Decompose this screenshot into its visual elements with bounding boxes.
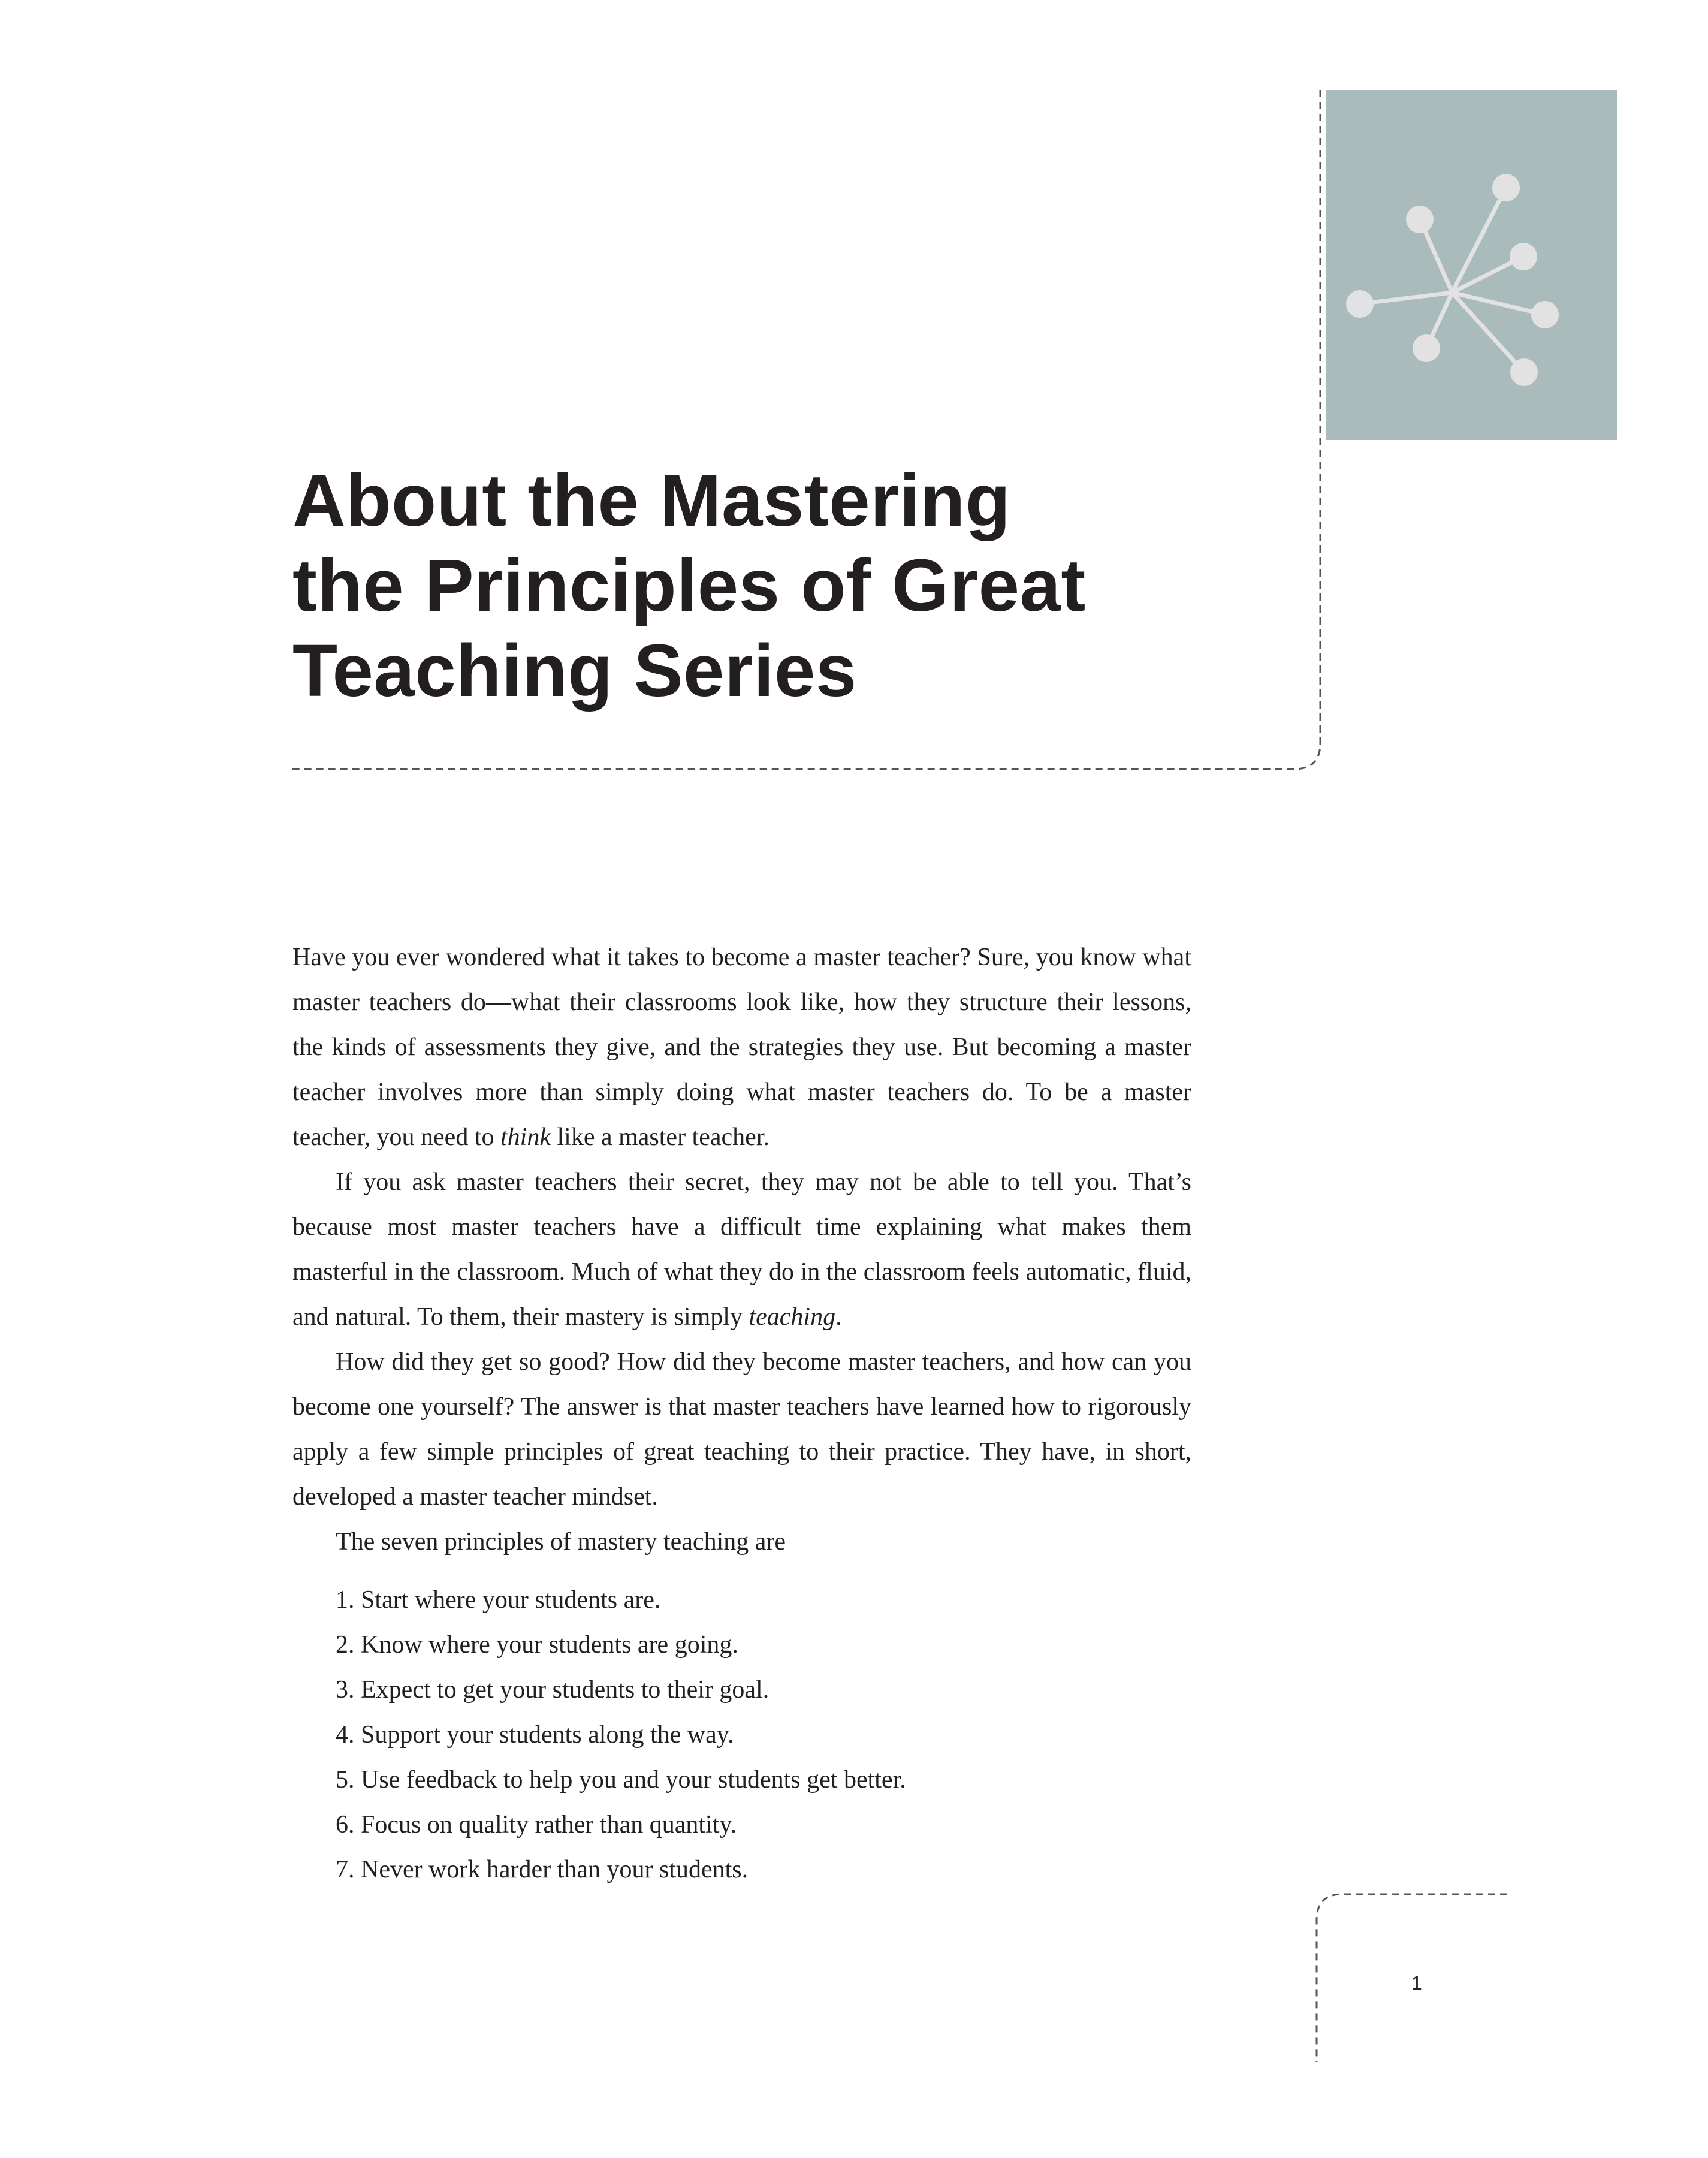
emphasis-text: think: [500, 1123, 551, 1151]
list-item: 4. Support your students along the way.: [336, 1721, 734, 1749]
paragraph-text: like a master teacher.: [550, 1123, 769, 1151]
molecule-icon: [1326, 90, 1617, 440]
title-line: About the Mastering: [292, 460, 1011, 542]
corner-decoration: [1326, 90, 1617, 440]
paragraph-text: .: [835, 1303, 842, 1331]
paragraph: [292, 1160, 1191, 1340]
paragraph: How did they get so good? How did they become master teachers, and how can you become one yourself? The answer is that master teachers have learned how to rigorously apply a few simple principles of great teaching to their practice. They have, in short, developed a master teacher mindset.: [292, 1348, 1191, 1511]
title-line: the Principles of Great: [292, 545, 1086, 627]
paragraph-text: Have you ever wondered what it takes to become a master teacher? Sure, you know what master teachers do—what their classrooms look like, how they structure their lessons, the kinds of assessments they give, and the strategies they use. But becoming a master teacher involves more than simply doing what master teachers do. To be a master teacher, you need to: [292, 944, 1191, 1151]
title-line: Teaching Series: [292, 630, 857, 712]
list-item: 5. Use feedback to help you and your students get better.: [336, 1766, 906, 1794]
list-item: 2. Know where your students are going.: [336, 1631, 738, 1659]
principles-list: [292, 1578, 1191, 1892]
list-item: 3. Expect to get your students to their goal.: [336, 1676, 769, 1704]
list-item: 6. Focus on quality rather than quantity.: [336, 1811, 737, 1838]
chapter-title: [292, 459, 1311, 714]
list-intro: The seven principles of mastery teaching are: [336, 1528, 786, 1556]
paragraph-text: If you ask master teachers their secret, they may not be able to tell you. That’s because most master teachers have a difficult time explaining what makes them masterful in the classroom. Much of what they do in the classroom feels automatic, fluid, and natural. To them, their mastery is simply: [292, 1168, 1191, 1331]
paragraph: [292, 935, 1191, 1160]
body-text: [292, 935, 1191, 1892]
emphasis-text: teaching: [749, 1303, 836, 1331]
list-item: 1. Start where your students are.: [336, 1586, 661, 1614]
list-item: 7. Never work harder than your students.: [336, 1856, 749, 1883]
page-number: 1: [1411, 1972, 1422, 1994]
